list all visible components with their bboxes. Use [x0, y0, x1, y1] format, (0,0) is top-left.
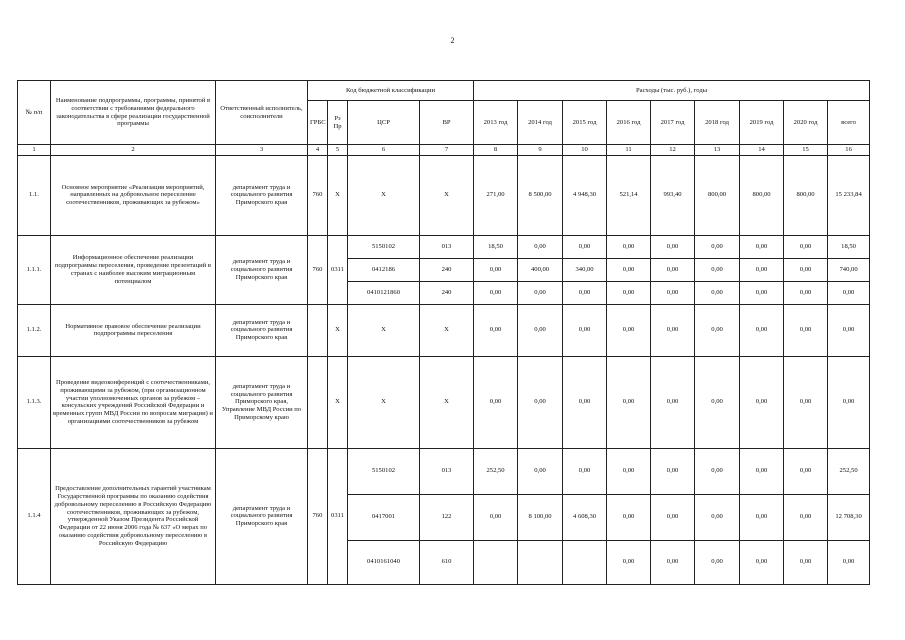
row-vr: 240 — [420, 258, 474, 281]
row-value: 0,00 — [784, 356, 828, 448]
column-index: 12 — [651, 145, 695, 156]
row-value — [563, 540, 607, 584]
header-year: 2019 год — [740, 101, 784, 145]
row-value: 521,14 — [607, 155, 651, 235]
row-value: 4 608,30 — [563, 494, 607, 540]
row-value: 0,00 — [784, 448, 828, 494]
row-grbs — [308, 356, 328, 448]
row-rzpr: X — [328, 356, 348, 448]
column-index: 4 — [308, 145, 328, 156]
row-value: 0,00 — [740, 281, 784, 304]
row-name: Предоставление дополнительных гарантий участникам Государственной программы по оказанию содействия добровольному переселению в Российскую Федерацию соотечественников, проживающих за рубежом, утвержденной Указом Президента Российской Федерации от 22 июня 2006 года № 637 «О мерах по оказанию содействия добровольному переселению в Российскую Федерацию — [51, 448, 216, 584]
row-value: 0,00 — [740, 304, 784, 356]
row-vr: X — [420, 356, 474, 448]
row-executor: департамент труда и социального развития Приморского края — [216, 304, 308, 356]
header-grbs: ГРБС — [308, 101, 328, 145]
row-value: 0,00 — [740, 235, 784, 258]
row-name: Проведение видеоконференций с соотечественниками, проживающими за рубежом, (при организационном участии уполномоченных органов за рубежом – консульских учреждений Российской Федерации и временных групп МВД России по вопросам миграции) и организациями соотечественников за рубежом — [51, 356, 216, 448]
row-value: 0,00 — [784, 281, 828, 304]
row-value: 0,00 — [474, 258, 518, 281]
row-value: 0,00 — [695, 258, 740, 281]
row-name: Основное мероприятие «Реализация мероприятий, направленных на добровольное переселение соотечественников, проживающих за рубежом» — [51, 155, 216, 235]
row-num: 1.1.4 — [18, 448, 51, 584]
header-name: Наименование подпрограммы, программы, принятой в соответствии с требованиями федерального законодательства в сфере реализации государственной программы — [51, 81, 216, 145]
row-name: Нормативное правовое обеспечение реализации подпрограммы переселения — [51, 304, 216, 356]
table-row — [18, 448, 870, 494]
column-index: 5 — [328, 145, 348, 156]
row-num: 1.1.3. — [18, 356, 51, 448]
row-value: 0,00 — [784, 258, 828, 281]
row-value: 0,00 — [474, 356, 518, 448]
row-value — [474, 540, 518, 584]
row-total: 740,00 — [828, 258, 870, 281]
row-csr: 0410161040 — [348, 540, 420, 584]
row-total: 15 233,84 — [828, 155, 870, 235]
header-vr: ВР — [420, 101, 474, 145]
row-value: 800,00 — [784, 155, 828, 235]
row-value: 0,00 — [563, 235, 607, 258]
row-value: 0,00 — [695, 356, 740, 448]
row-total: 0,00 — [828, 304, 870, 356]
row-value: 0,00 — [651, 304, 695, 356]
row-value: 0,00 — [651, 356, 695, 448]
row-value: 0,00 — [651, 258, 695, 281]
row-value: 0,00 — [784, 494, 828, 540]
header-year: 2013 год — [474, 101, 518, 145]
column-index: 16 — [828, 145, 870, 156]
header-total: всего — [828, 101, 870, 145]
row-vr: X — [420, 304, 474, 356]
row-vr: 122 — [420, 494, 474, 540]
row-num: 1.1.1. — [18, 235, 51, 304]
row-csr: 5150102 — [348, 235, 420, 258]
row-grbs: 760 — [308, 448, 328, 584]
column-index: 11 — [607, 145, 651, 156]
column-index: 14 — [740, 145, 784, 156]
header-num: № п/п — [18, 81, 51, 145]
row-value: 0,00 — [474, 304, 518, 356]
row-value: 0,00 — [518, 448, 563, 494]
row-value: 340,00 — [563, 258, 607, 281]
row-value: 0,00 — [651, 540, 695, 584]
row-value: 8 100,00 — [518, 494, 563, 540]
row-value: 400,00 — [518, 258, 563, 281]
table-row — [18, 304, 870, 356]
row-num: 1.1. — [18, 155, 51, 235]
row-value: 0,00 — [607, 356, 651, 448]
row-grbs: 760 — [308, 155, 328, 235]
column-index: 3 — [216, 145, 308, 156]
row-total: 0,00 — [828, 540, 870, 584]
row-value: 8 500,00 — [518, 155, 563, 235]
row-value: 0,00 — [740, 540, 784, 584]
row-value: 0,00 — [740, 356, 784, 448]
header-year: 2015 год — [563, 101, 607, 145]
row-value: 0,00 — [651, 448, 695, 494]
row-executor: департамент труда и социального развития Приморского края — [216, 235, 308, 304]
column-index: 1 — [18, 145, 51, 156]
row-value: 0,00 — [651, 494, 695, 540]
row-grbs: 760 — [308, 235, 328, 304]
row-vr: 240 — [420, 281, 474, 304]
row-total: 0,00 — [828, 356, 870, 448]
column-index: 9 — [518, 145, 563, 156]
row-value: 0,00 — [695, 494, 740, 540]
row-value: 0,00 — [695, 540, 740, 584]
row-value: 0,00 — [695, 448, 740, 494]
table-row — [18, 356, 870, 448]
row-value: 800,00 — [695, 155, 740, 235]
row-rzpr: X — [328, 155, 348, 235]
row-value: 271,00 — [474, 155, 518, 235]
header-executor: Ответственный исполнитель, соисполнители — [216, 81, 308, 145]
row-executor: департамент труда и социального развития Приморского края, Управление МВД России по Приморскому краю — [216, 356, 308, 448]
row-value: 0,00 — [651, 235, 695, 258]
row-value: 0,00 — [518, 281, 563, 304]
row-value: 0,00 — [784, 235, 828, 258]
row-value: 0,00 — [607, 494, 651, 540]
row-num: 1.1.2. — [18, 304, 51, 356]
row-total: 0,00 — [828, 281, 870, 304]
row-value: 0,00 — [518, 356, 563, 448]
row-value: 0,00 — [518, 235, 563, 258]
row-value: 0,00 — [740, 258, 784, 281]
header-year: 2016 год — [607, 101, 651, 145]
header-row — [18, 81, 870, 101]
row-value: 0,00 — [740, 494, 784, 540]
row-csr: X — [348, 356, 420, 448]
row-name: Информационное обеспечение реализации подпрограммы переселения, проведение презентаций в странах с наиболее высоким миграционным потенциалом — [51, 235, 216, 304]
column-index: 6 — [348, 145, 420, 156]
row-executor: департамент труда и социального развития Приморского края — [216, 155, 308, 235]
row-rzpr: 0311 — [328, 448, 348, 584]
column-index: 15 — [784, 145, 828, 156]
row-vr: X — [420, 155, 474, 235]
header-rzpr: Рз Пр — [328, 101, 348, 145]
row-csr: 0412186 — [348, 258, 420, 281]
row-value: 4 948,30 — [563, 155, 607, 235]
row-vr: 610 — [420, 540, 474, 584]
row-value: 0,00 — [607, 540, 651, 584]
row-csr: 0410121860 — [348, 281, 420, 304]
row-csr: 0417001 — [348, 494, 420, 540]
table-row — [18, 235, 870, 258]
row-value: 0,00 — [563, 356, 607, 448]
column-index: 13 — [695, 145, 740, 156]
row-csr: 5150102 — [348, 448, 420, 494]
row-vr: 013 — [420, 235, 474, 258]
column-index: 2 — [51, 145, 216, 156]
row-value: 0,00 — [740, 448, 784, 494]
row-vr: 013 — [420, 448, 474, 494]
page-number: 2 — [450, 36, 455, 45]
row-value: 18,50 — [474, 235, 518, 258]
column-index: 10 — [563, 145, 607, 156]
header-budget-code: Код бюджетной классификации — [308, 81, 474, 101]
row-value — [518, 540, 563, 584]
header-csr: ЦСР — [348, 101, 420, 145]
row-rzpr: X — [328, 304, 348, 356]
budget-table — [17, 80, 870, 585]
row-value: 0,00 — [607, 281, 651, 304]
row-value: 0,00 — [474, 281, 518, 304]
row-value: 0,00 — [695, 281, 740, 304]
row-value: 993,40 — [651, 155, 695, 235]
row-value: 0,00 — [607, 448, 651, 494]
row-value: 0,00 — [607, 258, 651, 281]
row-total: 252,50 — [828, 448, 870, 494]
row-value: 0,00 — [695, 304, 740, 356]
row-value: 0,00 — [784, 304, 828, 356]
row-csr: X — [348, 304, 420, 356]
header-expenses: Расходы (тыс. руб.), годы — [474, 81, 870, 101]
row-value: 0,00 — [607, 304, 651, 356]
row-value: 0,00 — [563, 304, 607, 356]
row-executor: департамент труда и социального развития Приморского края — [216, 448, 308, 584]
row-total: 18,50 — [828, 235, 870, 258]
header-year: 2018 год — [695, 101, 740, 145]
row-value: 0,00 — [563, 281, 607, 304]
row-rzpr: 0311 — [328, 235, 348, 304]
row-value: 0,00 — [784, 540, 828, 584]
header-year: 2017 год — [651, 101, 695, 145]
row-csr: X — [348, 155, 420, 235]
row-grbs — [308, 304, 328, 356]
row-value: 0,00 — [474, 494, 518, 540]
column-index-row — [18, 145, 870, 156]
row-value: 0,00 — [651, 281, 695, 304]
row-value: 0,00 — [607, 235, 651, 258]
row-value: 252,50 — [474, 448, 518, 494]
column-index: 7 — [420, 145, 474, 156]
row-value: 0,00 — [563, 448, 607, 494]
row-value: 0,00 — [518, 304, 563, 356]
table-row — [18, 155, 870, 235]
header-year: 2020 год — [784, 101, 828, 145]
row-value: 800,00 — [740, 155, 784, 235]
column-index: 8 — [474, 145, 518, 156]
row-value: 0,00 — [695, 235, 740, 258]
header-year: 2014 год — [518, 101, 563, 145]
row-total: 12 708,30 — [828, 494, 870, 540]
